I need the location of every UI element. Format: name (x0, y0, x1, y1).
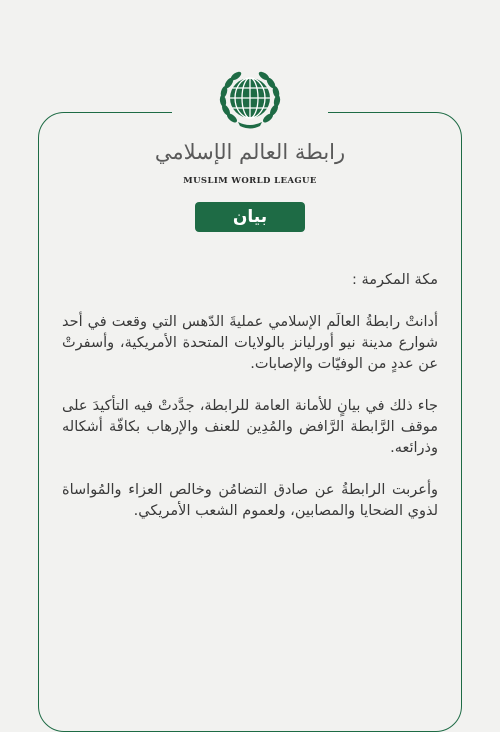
dateline: مكة المكرمة : (351, 272, 438, 288)
statement-body (62, 270, 438, 543)
org-arabic-name: رابطة العالم الإسلامي (154, 140, 346, 164)
org-english-name: MUSLIM WORLD LEAGUE (183, 176, 317, 186)
paragraph: أدانتْ رابطةُ العالَم الإسلامي عمليةَ الدّهس التي وقعت في أحد شوارع مدينة نيو أورليانز بالولايات المتحدة الأمريكية، وأسفرتْ عن عددٍ من الوفيّات والإصابات. (62, 314, 438, 372)
paragraph: جاء ذلك في بيانٍ للأمانة العامة للرابطة، جدَّدتْ فيه التأكيدَ على موقف الرَّابطة الرَّافض والمُدِين للعنف والإرهاب بكافّة أشكاله وذرائعه. (62, 398, 438, 456)
paragraph: وأعربت الرابطةُ عن صادق التضامُن وخالص العزاء والمُواساة لذوي الضحايا والمصابين، ولعموم الشعب الأمريكي. (62, 482, 438, 519)
mwl-globe-wreath-logo-icon (212, 66, 288, 142)
statement-title: بيان (195, 202, 305, 232)
